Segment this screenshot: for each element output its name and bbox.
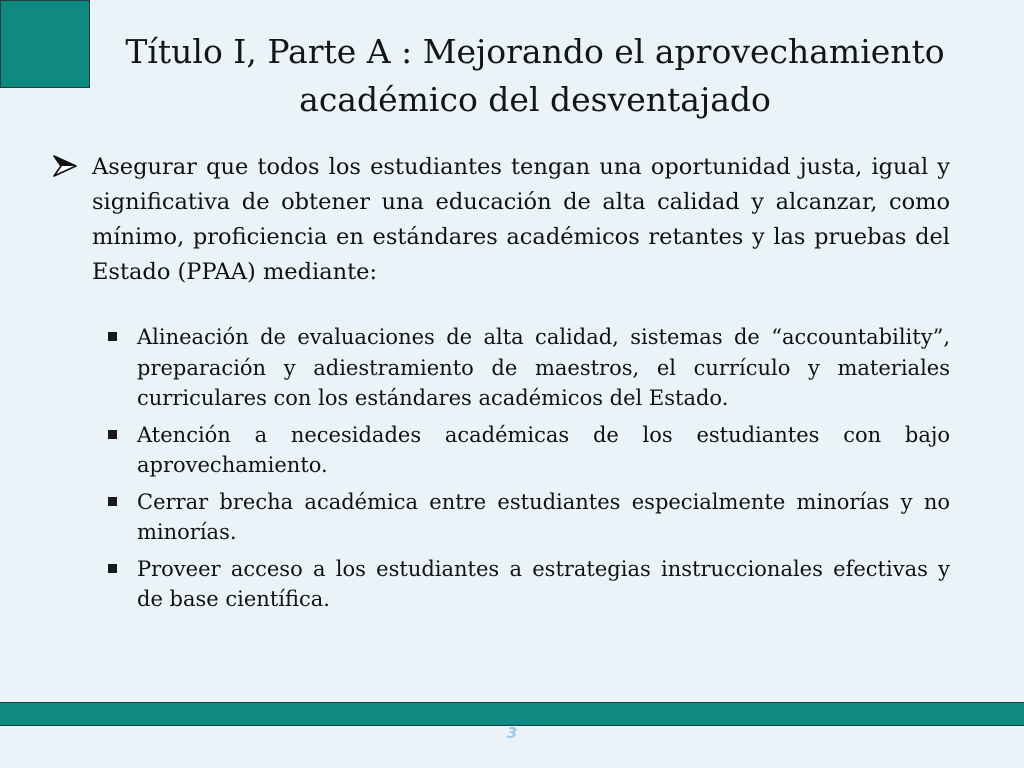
square-bullet-icon [108, 430, 117, 439]
square-bullet-icon [108, 564, 117, 573]
sub-bullet-list [108, 322, 950, 621]
sub-bullet-item [108, 420, 950, 481]
arrow-bullet-icon [52, 154, 78, 178]
main-bullet-text: Asegurar que todos los estudiantes tengan una oportunidad justa, igual y significativa de obtener una educación de alta calidad y alcanzar, como mínimo, proficiencia en estándares académicos retantes y las pruebas del Estado (PPAA) mediante: [92, 154, 950, 285]
main-bullet [52, 150, 950, 290]
sub-bullet-text: Cerrar brecha académica entre estudiantes especialmente minorías y no minorías. [137, 489, 950, 544]
sub-bullet-text: Proveer acceso a los estudiantes a estrategias instruccionales efectivas y de base científica. [137, 556, 950, 611]
sub-bullet-text: Alineación de evaluaciones de alta calidad, sistemas de “accountability”, preparación y adiestramiento de maestros, el currículo y materiales curriculares con los estándares académicos del Estado. [137, 325, 950, 410]
sub-bullet-item [108, 554, 950, 615]
square-bullet-icon [108, 497, 117, 506]
square-bullet-icon [108, 332, 117, 341]
corner-accent-square [0, 0, 90, 88]
slide-title: Título I, Parte A : Mejorando el aprovechamiento académico del desventajado [125, 32, 945, 119]
sub-bullet-item [108, 487, 950, 548]
sub-bullet-text: Atención a necesidades académicas de los estudiantes con bajo aprovechamiento. [137, 422, 950, 477]
page-number: 3 [506, 724, 518, 742]
footer-bar [0, 702, 1024, 726]
sub-bullet-item [108, 322, 950, 414]
